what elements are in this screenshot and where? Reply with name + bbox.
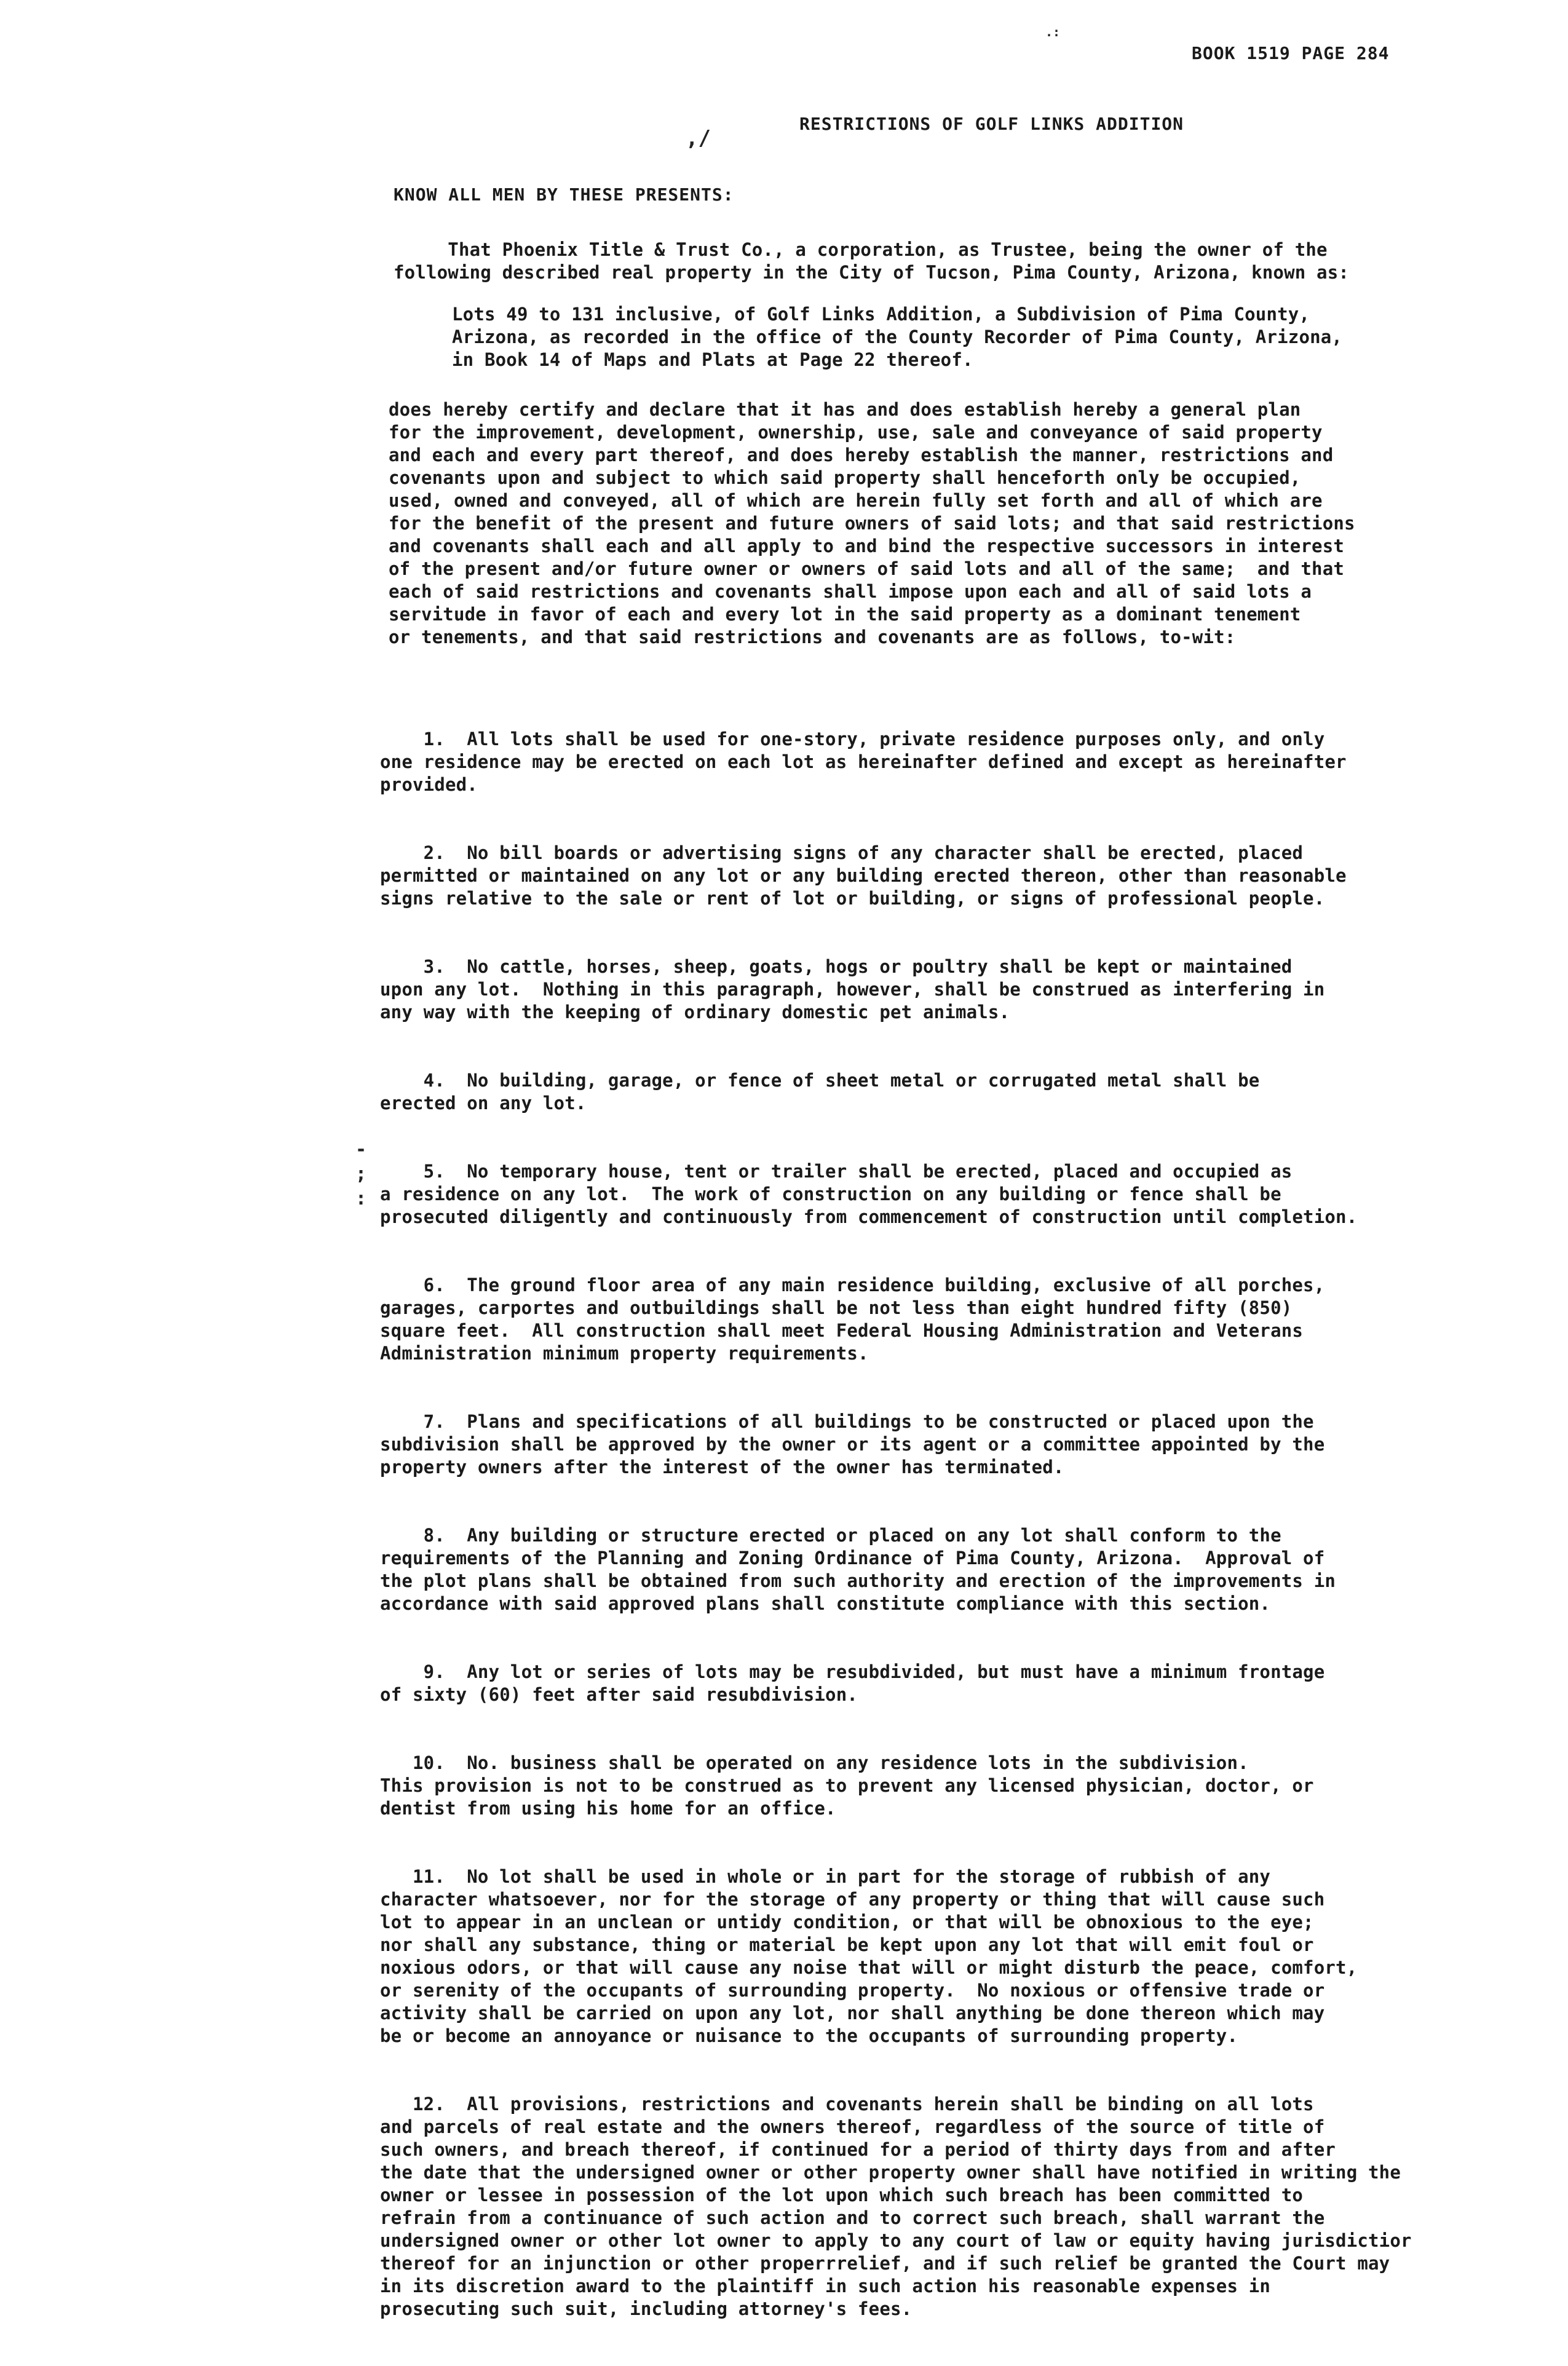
salutation: KNOW ALL MEN BY THESE PRESENTS: <box>394 184 734 205</box>
restriction-item-4: 4. No building, garage, or fence of sheet metal or corrugated metal shall be erected on any lot. <box>380 1070 1260 1114</box>
margin-marks: - ; : <box>355 1139 367 1209</box>
restriction-item-7: 7. Plans and specifications of all buildings to be constructed or placed upon the subdivision shall be approved by the owner or its agent or a committee appointed by the property owners after the interest of the owner has terminated. <box>380 1411 1325 1478</box>
restriction-item-6: 6. The ground floor area of any main residence building, exclusive of all porches, garages, carportes and outbuildings shall be not less than eight hundred fifty (850) square feet. All construction shall meet Federal Housing Administration and Veterans Administration minimum property requirements. <box>380 1275 1325 1364</box>
handwritten-mark: ,/ <box>686 126 711 151</box>
restriction-item-11: 11. No lot shall be used in whole or in part for the storage of rubbish of any character whatsoever, nor for the storage of any property or thing that will cause such lot to appear in an unclean or untidy condition, or that will be obnoxious to the eye; nor shall any substance, thing or material be kept upon any lot that will emit foul or noxious odors, or that will cause any noise that will or might disturb the peace, comfort, or serenity of the occupants of surrounding property. No noxious or offensive trade or activity shall be carried on upon any lot, nor shall anything be done thereon which may be or become an annoyance or nuisance to the occupants of surrounding property. <box>380 1866 1358 2046</box>
scan-speck: .: <box>1045 25 1061 39</box>
restriction-item-3: 3. No cattle, horses, sheep, goats, hogs or poultry shall be kept or maintained upon any lot. Nothing in this paragraph, however, shall be construed as interfering in any way with the keeping of ordinary domestic pet animals. <box>380 956 1325 1023</box>
declaration-paragraph: does hereby certify and declare that it has and does establish hereby a general plan for the improvement, development, ownership, use, sale and conveyance of said property and each and every part thereof, and does hereby establish the manner, restrictions and covenants upon and subject to which said property shall henceforth only be occupied, used, owned and conveyed, all of which are herein fully set forth and all of which are for the benefit of the present and future owners of said lots; and that said restrictions and covenants shall each and all apply to and bind the respective successors in interest of the present and/or future owner or owners of said lots and all of the same; and that each of said restrictions and covenants shall impose upon each and all of said lots a servitude in favor of each and every lot in the said property as a dominant tenement or tenements, and that said restrictions and covenants are as follows, to-wit: <box>389 399 1355 647</box>
book-page-reference: BOOK 1519 PAGE 284 <box>1192 43 1390 63</box>
restriction-item-5: 5. No temporary house, tent or trailer shall be erected, placed and occupied as a residence on any lot. The work of construction on any building or fence shall be prosecuted diligently and continuously from commencement of construction until completion. <box>380 1161 1358 1227</box>
restriction-item-12: 12. All provisions, restrictions and covenants herein shall be binding on all lots and parcels of real estate and the owners thereof, regardless of the source of title of such owners, and breach thereof, if continued for a period of thirty days from and after the date that the undersigned owner or other property owner shall have notified in writing the owner or lessee in possession of the lot upon which such breach has been committed to refrain from a continuance of such action and to correct such breach, shall warrant the undersigned owner or other lot owner to apply to any court of law or equity having jurisdictior thereof for an injunction or other properrrelief, and if such relief be granted the Court may in its discretion award to the plaintiff in such action his reasonable expenses in prosecuting such suit, including attorney's fees. <box>380 2094 1412 2319</box>
restriction-item-10: 10. No. business shall be operated on any residence lots in the subdivision. This provision is not to be construed as to prevent any licensed physician, doctor, or dentist from using his home for an office. <box>380 1752 1314 1819</box>
legal-description: Lots 49 to 131 inclusive, of Golf Links Addition, a Subdivision of Pima County, Arizona, as recorded in the office of the County Recorder of Pima County, Arizona, in Book 14 of Maps and Plats at Page 22 thereof. <box>452 304 1343 370</box>
restriction-item-9: 9. Any lot or series of lots may be resubdivided, but must have a minimum frontage of sixty (60) feet after said resubdivision. <box>380 1661 1325 1705</box>
restriction-item-8: 8. Any building or structure erected or placed on any lot shall conform to the requirements of the Planning and Zoning Ordinance of Pima County, Arizona. Approval of the plot plans shall be obtained from such authority and erection of the improvements in accordance with said approved plans shall constitute compliance with this section. <box>380 1525 1336 1614</box>
restrictions-list <box>380 682 1412 2366</box>
restriction-item-1: 1. All lots shall be used for one-story, private residence purposes only, and only one residence may be erected on each lot as hereinafter defined and except as hereinafter provided. <box>380 729 1347 795</box>
intro-paragraph: That Phoenix Title & Trust Co., a corporation, as Trustee, being the owner of the following described real property in the City of Tucson, Pima County, Arizona, known as: <box>394 239 1350 283</box>
document-title: RESTRICTIONS OF GOLF LINKS ADDITION <box>799 114 1184 134</box>
restriction-item-2: 2. No bill boards or advertising signs of any character shall be erected, placed permitted or maintained on any lot or any building erected thereon, other than reasonable signs relative to the sale or rent of lot or building, or signs of professional people. <box>380 842 1347 909</box>
